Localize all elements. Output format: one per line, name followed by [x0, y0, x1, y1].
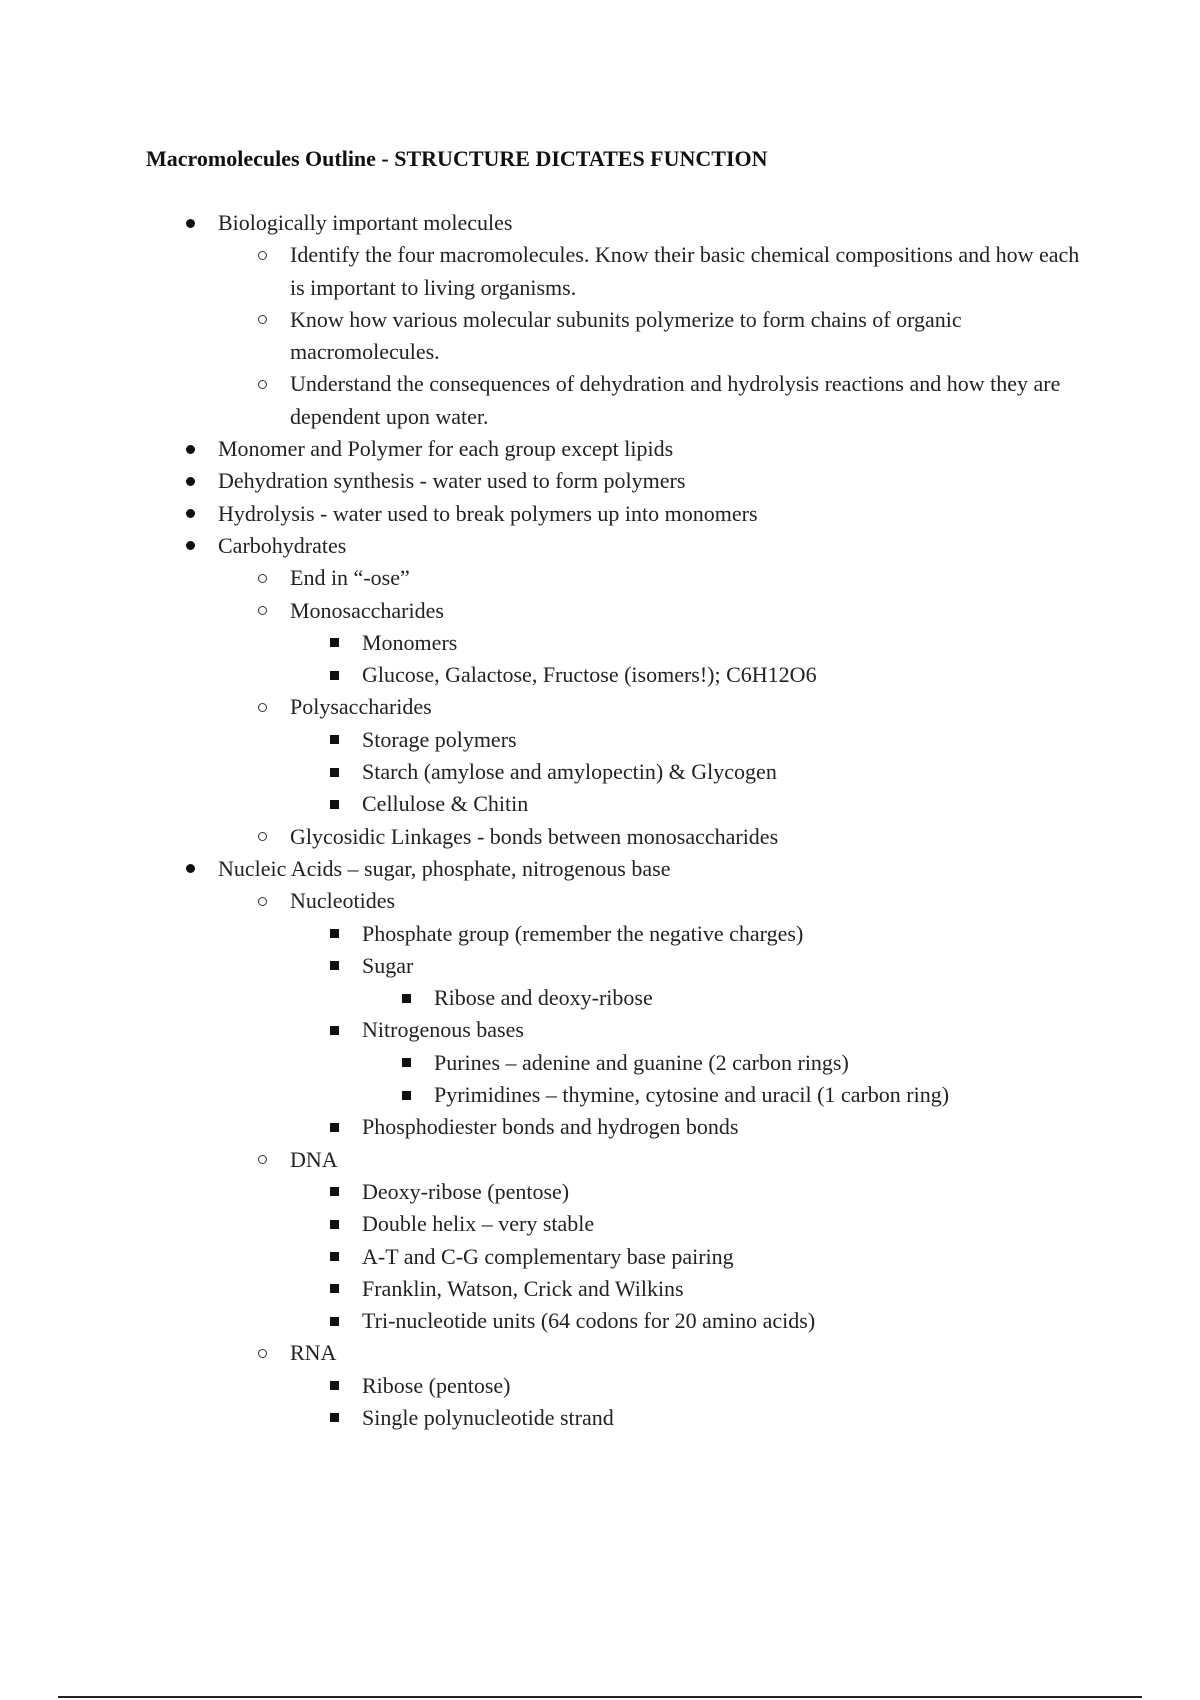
hollow-bullet-icon [252, 562, 272, 594]
outline-item-level-2 [290, 1241, 1086, 1273]
filled-bullet-icon [180, 853, 200, 885]
outline-item-text: Single polynucleotide strand [362, 1404, 614, 1430]
outline-item-level-0 [146, 207, 1086, 433]
outline-item-text: Carbohydrates [218, 532, 347, 558]
outline-item-text: Pyrimidines – thymine, cytosine and uracil (1 carbon ring) [434, 1082, 950, 1108]
square-bullet-icon [324, 1305, 344, 1337]
outline-item-level-2 [290, 1111, 1086, 1143]
square-bullet-icon [396, 1047, 416, 1079]
outline-item-text: Glucose, Galactose, Fructose (isomers!); C6H12O6 [362, 662, 817, 688]
filled-bullet-icon [180, 465, 200, 497]
outline-item-level-2 [290, 1370, 1086, 1402]
outline-item-level-3 [362, 982, 1086, 1014]
outline-item-level-2 [290, 659, 1086, 691]
square-bullet-icon [324, 1402, 344, 1434]
outline-item-level-2 [290, 1208, 1086, 1240]
outline-item-text: Ribose (pentose) [362, 1372, 511, 1398]
square-bullet-icon [324, 1208, 344, 1240]
outline-sublist [218, 885, 1086, 1434]
filled-bullet-icon [180, 207, 200, 239]
outline-item-level-0 [146, 433, 1086, 465]
outline-item-text: Monomers [362, 629, 458, 655]
outline-item-text: Phosphate group (remember the negative charges) [362, 920, 804, 946]
outline-sublist [362, 1047, 1086, 1112]
outline-item-text: Dehydration synthesis - water used to form polymers [218, 468, 686, 494]
hollow-bullet-icon [252, 595, 272, 627]
outline-sublist [218, 562, 1086, 853]
outline-sublist [290, 627, 1086, 692]
outline-item-text: Phosphodiester bonds and hydrogen bonds [362, 1114, 739, 1140]
outline-item-level-2 [290, 788, 1086, 820]
outline-item-level-3 [362, 1079, 1086, 1111]
outline-item-text: End in “-ose” [290, 565, 410, 591]
outline-item-level-2 [290, 1176, 1086, 1208]
square-bullet-icon [324, 659, 344, 691]
square-bullet-icon [324, 1370, 344, 1402]
outline-sublist [290, 1176, 1086, 1337]
hollow-bullet-icon [252, 885, 272, 917]
square-bullet-icon [324, 918, 344, 950]
hollow-bullet-icon [252, 691, 272, 723]
outline-item-level-2 [290, 918, 1086, 950]
outline-item-text: DNA [290, 1146, 338, 1172]
square-bullet-icon [324, 627, 344, 659]
square-bullet-icon [324, 1111, 344, 1143]
outline-sublist [290, 1370, 1086, 1435]
square-bullet-icon [324, 1241, 344, 1273]
outline-item-level-1 [218, 885, 1086, 1143]
page-bottom-rule [58, 1696, 1142, 1698]
outline-item-text: Hydrolysis - water used to break polymers up into monomers [218, 500, 758, 526]
outline-item-text: Know how various molecular subunits polymerize to form chains of organic macromolecules. [290, 306, 962, 365]
outline-sublist [218, 239, 1086, 433]
outline-item-text: Polysaccharides [290, 694, 432, 720]
outline-item-text: Monosaccharides [290, 597, 444, 623]
square-bullet-icon [324, 1273, 344, 1305]
outline-sublist [362, 982, 1086, 1014]
outline-item-text: Purines – adenine and guanine (2 carbon rings) [434, 1049, 849, 1075]
outline-item-text: Franklin, Watson, Crick and Wilkins [362, 1275, 684, 1301]
hollow-bullet-icon [252, 821, 272, 853]
outline-sublist [290, 724, 1086, 821]
outline-item-level-1 [218, 691, 1086, 820]
outline-item-level-3 [362, 1047, 1086, 1079]
outline-item-level-2 [290, 1014, 1086, 1111]
outline-item-text: Double helix – very stable [362, 1211, 595, 1237]
square-bullet-icon [324, 1014, 344, 1046]
square-bullet-icon [324, 756, 344, 788]
outline-item-level-2 [290, 1402, 1086, 1434]
outline-item-text: Deoxy-ribose (pentose) [362, 1178, 570, 1204]
outline-item-text: Monomer and Polymer for each group except lipids [218, 436, 674, 462]
outline-item-level-2 [290, 724, 1086, 756]
outline-item-text: Nitrogenous bases [362, 1017, 524, 1043]
outline-item-text: Starch (amylose and amylopectin) & Glycogen [362, 759, 777, 785]
outline-item-level-0 [146, 853, 1086, 1434]
outline-item-level-2 [290, 756, 1086, 788]
square-bullet-icon [396, 982, 416, 1014]
outline-item-text: Identify the four macromolecules. Know their basic chemical compositions and how each is important to living organisms. [290, 242, 1080, 300]
outline-item-level-1 [218, 1337, 1086, 1434]
outline-item-text: Glycosidic Linkages - bonds between monosaccharides [290, 823, 779, 849]
square-bullet-icon [324, 950, 344, 982]
outline-item-level-1 [218, 821, 1086, 853]
outline-item-level-1 [218, 562, 1086, 594]
outline-item-level-1 [218, 368, 1086, 433]
square-bullet-icon [324, 1176, 344, 1208]
filled-bullet-icon [180, 433, 200, 465]
square-bullet-icon [396, 1079, 416, 1111]
hollow-bullet-icon [252, 304, 272, 336]
square-bullet-icon [324, 788, 344, 820]
outline-item-level-1 [218, 1144, 1086, 1338]
outline-item-level-0 [146, 465, 1086, 497]
outline-item-level-1 [218, 595, 1086, 692]
document-title: Macromolecules Outline - STRUCTURE DICTATES FUNCTION [146, 146, 768, 171]
hollow-bullet-icon [252, 368, 272, 400]
outline-item-level-1 [218, 239, 1086, 304]
outline-item-level-1 [218, 304, 1086, 369]
outline-item-text: A-T and C-G complementary base pairing [362, 1243, 734, 1269]
filled-bullet-icon [180, 530, 200, 562]
hollow-bullet-icon [252, 239, 272, 271]
square-bullet-icon [324, 724, 344, 756]
outline-item-text: RNA [290, 1340, 337, 1366]
outline-item-text: Nucleotides [290, 888, 396, 914]
outline-item-level-0 [146, 530, 1086, 853]
outline-list [146, 207, 1086, 1434]
outline-item-level-2 [290, 627, 1086, 659]
outline-item-text: Understand the consequences of dehydration and hydrolysis reactions and how they are dependent upon water. [290, 371, 1061, 429]
outline-sublist [290, 918, 1086, 1144]
hollow-bullet-icon [252, 1337, 272, 1369]
outline-item-text: Storage polymers [362, 726, 517, 752]
outline-item-level-2 [290, 950, 1086, 1015]
outline-item-level-0 [146, 498, 1086, 530]
outline-item-text: Nucleic Acids – sugar, phosphate, nitrogenous base [218, 855, 671, 881]
outline-item-text: Tri-nucleotide units (64 codons for 20 amino acids) [362, 1308, 816, 1334]
outline-item-text: Biologically important molecules [218, 210, 513, 235]
outline-item-text: Sugar [362, 952, 414, 978]
outline-item-level-2 [290, 1305, 1086, 1337]
outline-item-text: Ribose and deoxy-ribose [434, 985, 653, 1011]
outline-item-text: Cellulose & Chitin [362, 791, 529, 817]
hollow-bullet-icon [252, 1144, 272, 1176]
filled-bullet-icon [180, 498, 200, 530]
outline-item-level-2 [290, 1273, 1086, 1305]
